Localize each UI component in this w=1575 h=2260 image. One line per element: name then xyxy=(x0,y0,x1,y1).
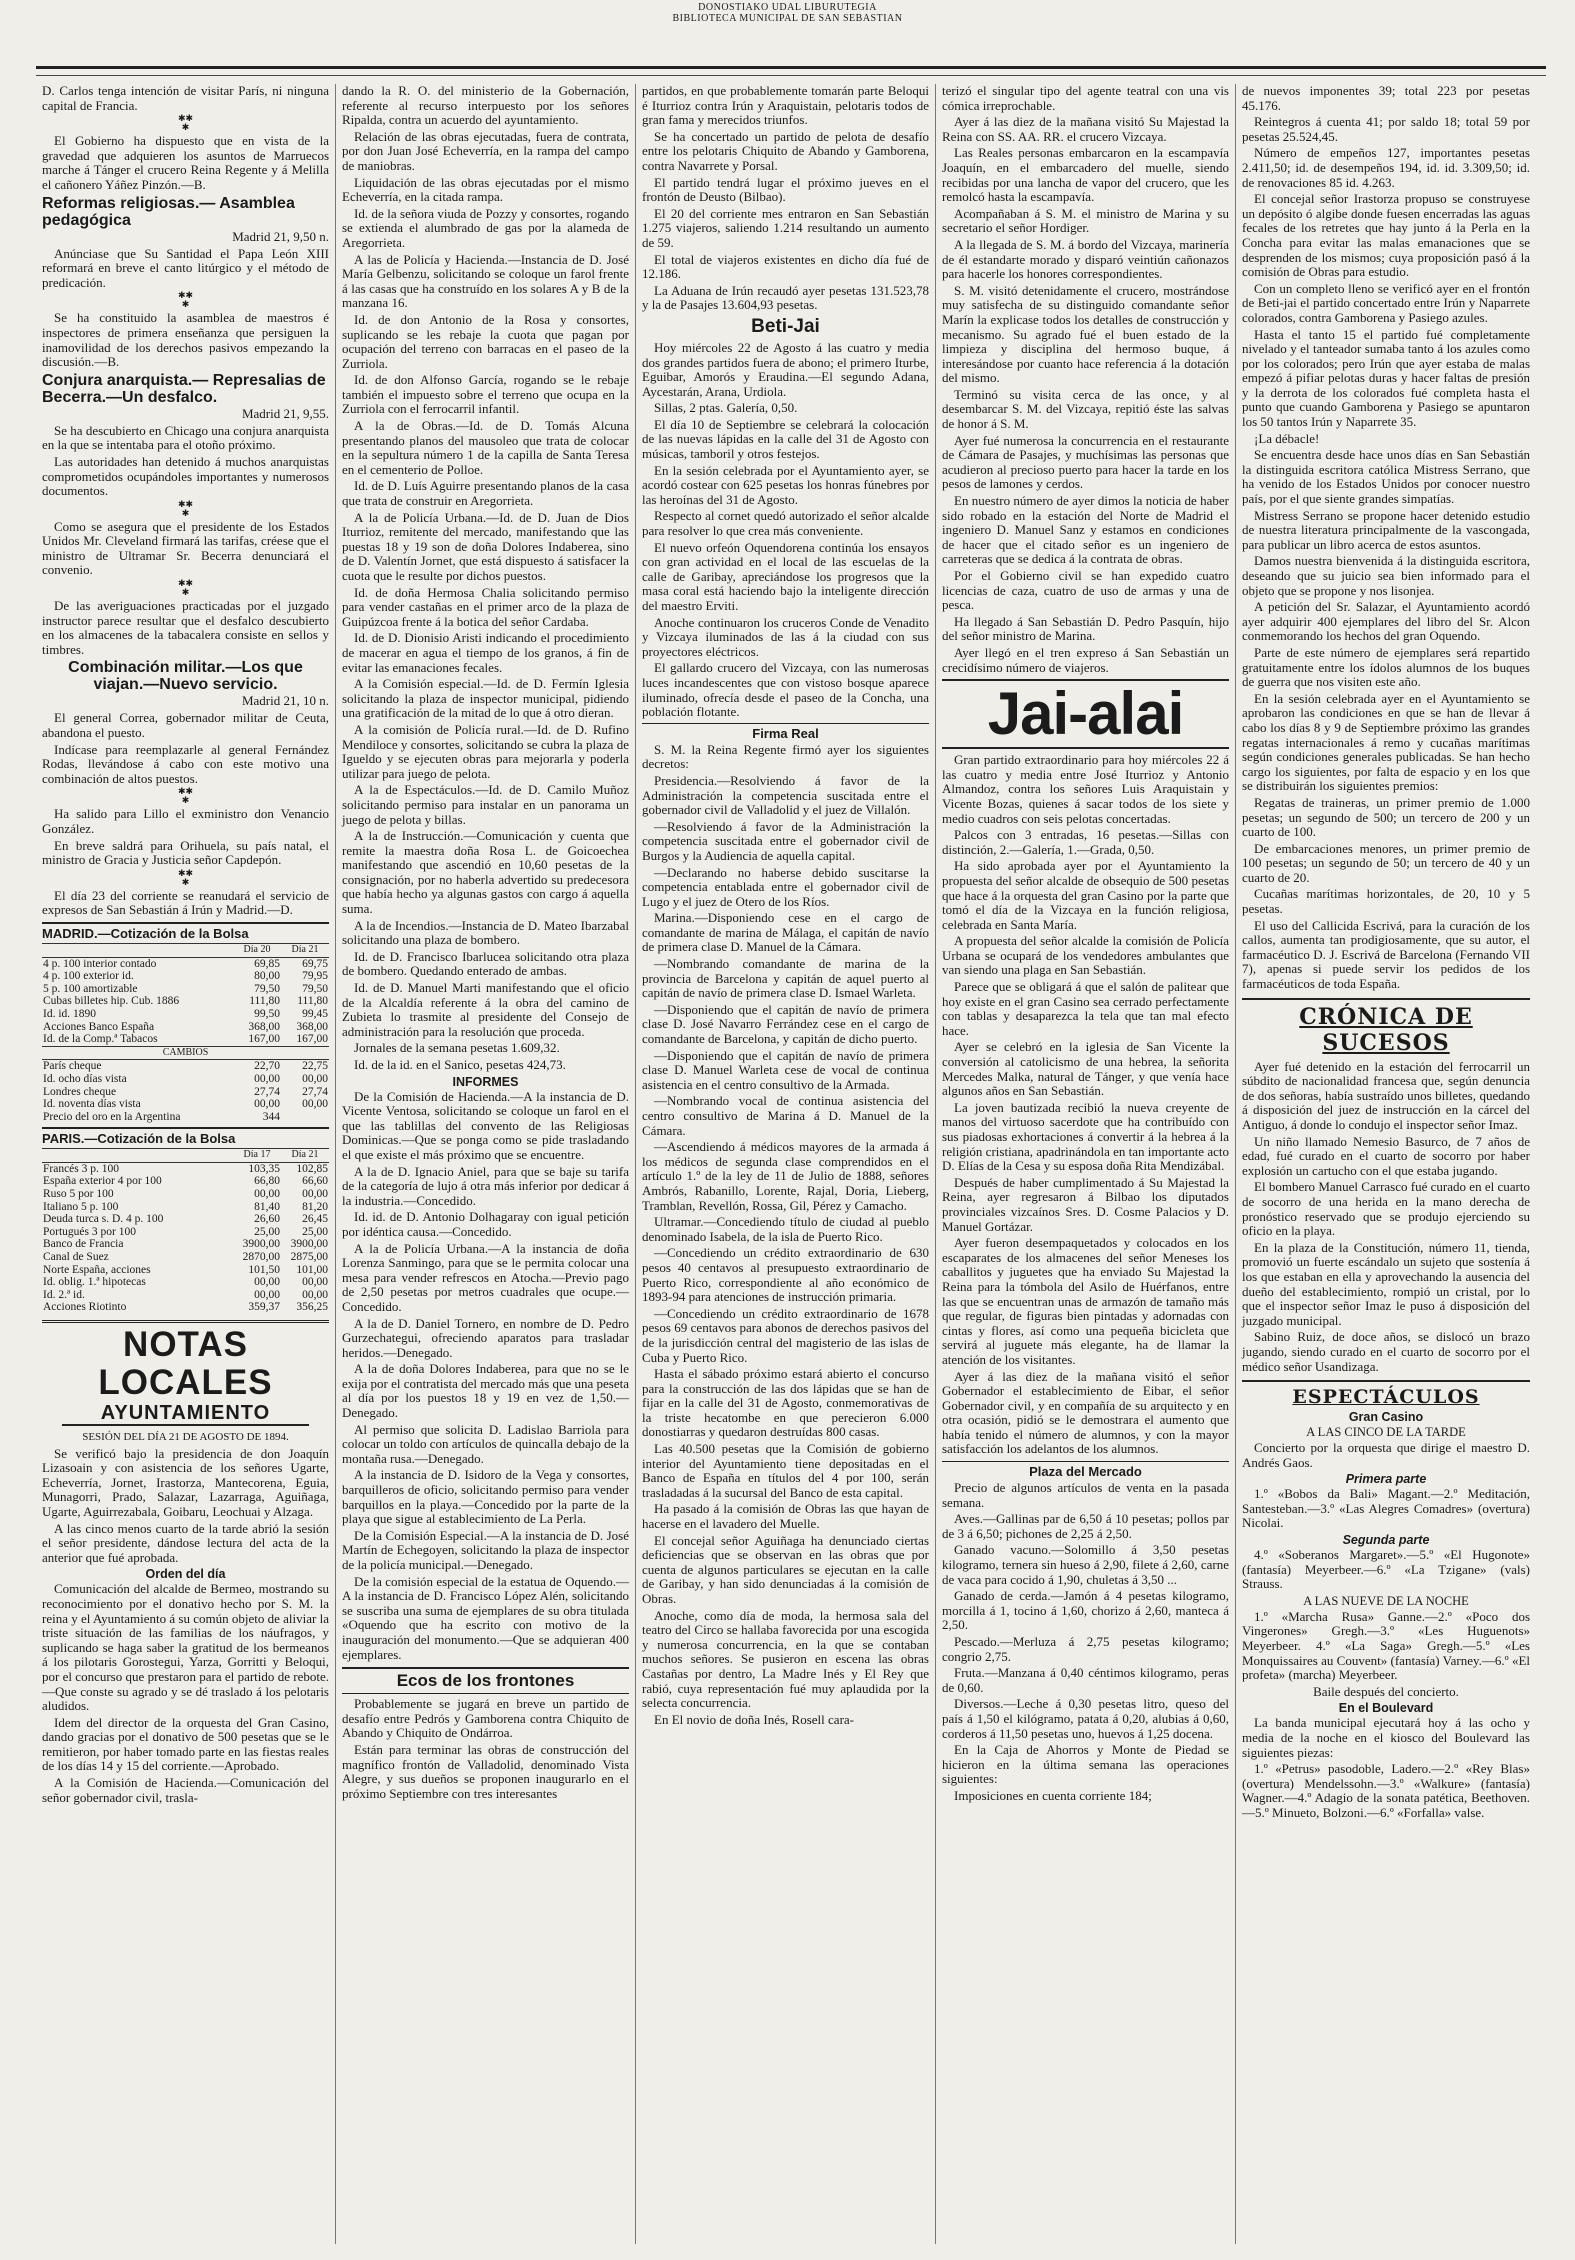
top-rule xyxy=(36,66,1546,76)
article-text: Las Reales personas embarcaron en la escampavía Joaquín, en el embarcadero del muelle, siendo recibidas por una lancha de vapor del crucero, que les remolcó hasta la escampavía. xyxy=(942,145,1229,205)
article-text: Sabino Ruiz, de doce años, se dislocó un brazo jugando, siendo curado en el cuarto de socorro por el médico señor Usandizaga. xyxy=(1242,1329,1530,1374)
article-text: Número de empeños 127, importantes pesetas 2.411,50; id. de desempeños 194, id. id. 3.309,50; id. de renovaciones 85 id. 4.263. xyxy=(1242,145,1530,190)
article-text: Id. de D. Francisco Ibarlucea solicitando otra plaza de bombero. Quedando enterado de ambas. xyxy=(342,948,629,979)
article-text: A la comisión de Policía rural.—Id. de D. Rufino Mendiloce y consortes, solicitando se cubra la plaza de Igueldo y se ejecuten obras para mejorarla y poderla utilizar para juego de pelota. xyxy=(342,721,629,781)
article-text: A la Comisión especial.—Id. de D. Fermín Iglesia solicitando la plaza de inspector municipal, pidiendo una gratificación de la mitad de lo que á otro dieran. xyxy=(342,676,629,721)
article-text: Diversos.—Leche á 0,30 pesetas litro, queso del país á 1,50 el kilógramo, patata á 0,20, alubias á 0,60, corderos á 11,50 pesetas uno, huevos á 1,25 docena. xyxy=(942,1696,1229,1741)
quote-value-cell: 00,00 xyxy=(254,1098,280,1111)
quote-value-cell: 25,00 xyxy=(302,1225,328,1238)
article-text: Id. de don Antonio de la Rosa y consortes, suplicando se les rebaje la cuota que pagan por ocupación del terreno con barracas en el paseo de la Zurriola. xyxy=(342,311,629,371)
table-row xyxy=(42,1238,329,1251)
article-text: El día 23 del corriente se reanudará el servicio de expresos de San Sebastián á Irún y Madrid.—D. xyxy=(42,887,329,918)
article-text: En breve saldrá para Orihuela, su país natal, el ministro de Gracia y Justicia señor Capdepón. xyxy=(42,837,329,868)
article-text: S. M. visitó detenidamente el crucero, mostrándose muy satisfecha de su distinguido comandante señor Marín la explicase todos los detalles de construcción y mecanismo. Su agrado fué el buen estado de la limpieza y disciplina del hermoso buque, á interesándose por cuanto hace referencia á la dotación del mismo. xyxy=(942,282,1229,386)
article-text: —Concediendo un crédito extraordinario de 630 pesos 40 centavos al presupuesto extraordinario de Puerto Rico, correspondiente al año económico de 1893-94 para atenciones de instrucción primaria. xyxy=(642,1245,929,1305)
quote-label-cell: España exterior 4 por 100 xyxy=(43,1175,162,1188)
quote-value-cell: 79,50 xyxy=(302,982,328,995)
article-text: Como se asegura que el presidente de los Estados Unidos Mr. Cleveland firmará las tarifas, créese que el ministro de Ultramar Sr. Becerra denunciará el convenio. xyxy=(42,518,329,578)
article-text: El total de viajeros existentes en dicho día fué de 12.186. xyxy=(642,251,929,282)
boulevard-heading: En el Boulevard xyxy=(1338,1701,1434,1716)
article-text: La banda municipal ejecutará hoy á las ocho y media de la noche en el kiosco del Boulevard las siguientes piezas: xyxy=(1242,1715,1530,1760)
column-1 xyxy=(36,84,336,2244)
table-row xyxy=(42,1162,329,1175)
article-text: —Concediendo un crédito extraordinario de 1678 pesos 69 centavos para abonos de derechos pasivos del de la jurisdicción central del magisterio de las islas de Cuba y Puerto Rico. xyxy=(642,1305,929,1365)
quote-label-cell: Francés 3 p. 100 xyxy=(43,1162,120,1175)
article-text: El concejal señor Irastorza propuso se construyese un depósito ó algibe donde fuesen encerradas las aguas fecales de los retretes que hay junto á la Perla en la Concha para evitar las malas emanaciones que se desprenden de los mismos; cuya proposición pasó á la comisión de Obras para estudio. xyxy=(1242,191,1530,280)
article-text: A la Comisión de Hacienda.—Comunicación del señor gobernador civil, trasla- xyxy=(42,1775,329,1805)
madrid-cambios-rows xyxy=(42,1060,329,1123)
article-text: La Aduana de Irún recaudó ayer pesetas 131.523,78 y la de Pasajes 13.604,93 pesetas. xyxy=(642,282,929,313)
table-row xyxy=(42,1033,329,1046)
table-row xyxy=(42,957,329,970)
article-text: Marina.—Disponiendo cese en el cargo de comandante de marina de Málaga, el capitán de navío de primera clase D. Manuel de la Cámara. xyxy=(642,910,929,955)
article-text: Concierto por la orquesta que dirige el maestro D. Andrés Gaos. xyxy=(1242,1440,1530,1470)
article-text: A las cinco menos cuarto de la tarde abrió la sesión el señor presidente, dándose lectura del acta de la anterior que fué aprobada. xyxy=(42,1520,329,1565)
madrid-bolsa-table xyxy=(42,943,329,1123)
table-row xyxy=(42,1098,329,1111)
article-text: Al permiso que solicita D. Ladislao Barriola para colocar un toldo con artículos de quincalla debajo de la montaña rusa.—Denegado. xyxy=(342,1421,629,1466)
article-text: Hasta el sábado próximo estará abierto el concurso para la construcción de las dos lápidas que se han de fijar en la calle del 31 de Agosto, conmemorativas de la triste hecatombe en que perecieron 6.000 donostiarras y quedaron destruídas 800 casas. xyxy=(642,1366,929,1440)
telegram-dateline: Madrid 21, 9,55. xyxy=(241,405,329,421)
quote-value-cell: 111,80 xyxy=(249,995,280,1008)
cambios-label: CAMBIOS xyxy=(42,1046,329,1060)
article-text: Se ha descubierto en Chicago una conjura anarquista en la que se intentaba para el otoño próximo. xyxy=(42,422,329,453)
quote-label-cell: París cheque xyxy=(43,1060,102,1073)
article-text: Baile después del concierto. xyxy=(1313,1683,1459,1699)
quote-value-cell: 3900,00 xyxy=(242,1238,280,1251)
article-text: Indícase para reemplazarle al general Fernández Rodas, llevándose á cabo con este motivo una combinación de altos puestos. xyxy=(42,741,329,786)
article-text: Reintegros á cuenta 41; por saldo 18; total 59 por pesetas 25.524,45. xyxy=(1242,114,1530,144)
article-text: —Disponiendo que el capitán de navío de primera clase D. José Navarro Ferrández cese en el cargo de comandante de Barcelona, y capitán de dicho puerto. xyxy=(642,1001,929,1047)
ayuntamiento-heading: AYUNTAMIENTO xyxy=(62,1402,309,1426)
quote-label-cell: Canal de Suez xyxy=(43,1251,109,1264)
article-text: Comunicación del alcalde de Bermeo, mostrando su reconocimiento por el donativo hecho por S. M. la reina y el Ayuntamiento á su común objeto de aliviar la triste situación de las familias de los náufragos, y suplicando se haga saber la gratitud de los bermeanos á los pilotaris Gorostegui, Yarza, Gorritti y Beloqui, por el concurso que prestaron para el partido de rebote.—Que conste su agrado y se dé traslado á los pelotaris aludidos. xyxy=(42,1581,329,1714)
quote-label-cell: Id. de la Comp.ª Tabacos xyxy=(43,1033,158,1046)
article-text: —Resolviendo á favor de la Administración la competencia suscitada entre el gobernador civil de Burgos y la Audiencia de aquella capital. xyxy=(642,818,929,863)
separator-stars: ✱✱ ✱ xyxy=(177,114,194,134)
article-text: Ganado vacuno.—Solomillo á 3,50 pesetas kilogramo, ternera sin hueso á 2,90, filete á 2,60, carne de vaca para cocido á 1,90, chuletas á 3,50 ... xyxy=(942,1542,1229,1587)
archive-header xyxy=(0,0,1575,38)
article-text: Imposiciones en cuenta corriente 184; xyxy=(954,1787,1152,1803)
quote-label-cell: Id. 2.ª id. xyxy=(43,1288,85,1301)
quote-value-cell: 79,50 xyxy=(254,982,280,995)
table-row xyxy=(42,1264,329,1277)
table-row xyxy=(42,1276,329,1289)
quote-value-cell: 368,00 xyxy=(296,1020,328,1033)
article-text: Id. de la id. en el Sanico, pesetas 424,73. xyxy=(354,1057,566,1072)
quote-value-cell: 69,75 xyxy=(302,957,328,970)
article-text: partidos, en que probablemente tomarán parte Beloqui é Iturrioz contra Irún y Araquistain, pelotaris todos de gran fama y merecidos triunfos. xyxy=(642,84,929,128)
session-line: SESIÓN DEL DÍA 21 DE AGOSTO DE 1894. xyxy=(82,1431,289,1443)
quote-label-cell: Banco de Francia xyxy=(43,1238,124,1251)
article-text: Ayer se celebró en la iglesia de San Vicente la conversión al catolicismo de una hebrea, la señorita Mercedes Malka, natural de Tánger, y que venía hace algunos años en San Sebastián. xyxy=(942,1039,1229,1099)
article-text: Hasta el tanto 15 el partido fué completamente nivelado y el tanteador sumaba tanto á los azules como por los colorados; pero Irún que ayer estaba de malas empezó á pifiar pelotas duras y hacer faltas de presión y la derrota de los colorados fué completa hasta el punto que cuando Gamborena y Pasiego se apuntaron los 50 tantos Irún y Naparrete 35. xyxy=(1242,326,1530,430)
beti-jai-heading: Beti-Jai xyxy=(751,315,820,337)
article-text: A las de Policía y Hacienda.—Instancia de D. José María Gelbenzu, solicitando se coloque un farol frente á las casas que ha construído en los solares A y B de la manzana 16. xyxy=(342,251,629,311)
article-text: —Nombrando comandante de marina de la provincia de Barcelona y capitán de aquel puerto al capitán de navío de primera clase D. Ismael Warleta. xyxy=(642,956,929,1001)
article-text: Ayer fué numerosa la concurrencia en el restaurante de Cámara de Pasajes, y muchísimas las personas que acudieron al precioso puerto para hacer la tarde en los pesos de lamones y cerdos. xyxy=(942,432,1229,492)
telegram-headline: Reformas religiosas.— Asamblea pedagógica xyxy=(42,194,295,229)
madrid-rows xyxy=(42,957,329,1046)
informes-heading: INFORMES xyxy=(452,1074,519,1089)
article-text: Terminó su visita cerca de las once, y al desembarcar S. M. del Vizcaya, repitió éste las salvas de honor á S. M. xyxy=(942,386,1229,432)
table-row xyxy=(42,1111,329,1124)
article-text: De la Comisión Especial.—A la instancia de D. José Martín de Echegoyen, solicitando la plaza de inspector de la policía municipal.—Denegado. xyxy=(342,1527,629,1572)
quote-value-cell: 99,45 xyxy=(302,1007,328,1020)
article-text: Después de haber cumplimentado á Su Majestad la Reina, ayer regresaron á Bilbao los diputados provinciales vizcaínos Sres. D. Cosme Palacios y D. Manuel Gortázar. xyxy=(942,1174,1229,1234)
table-row xyxy=(42,1060,329,1073)
quote-label-cell: 4 p. 100 interior contado xyxy=(43,957,157,970)
article-text: Presidencia.—Resolviendo á favor de la Administración la competencia suscitada entre el gobernador civil de Valladolid y el juez de Villalón. xyxy=(642,772,929,818)
paris-rows xyxy=(42,1162,329,1314)
quote-value-cell: 359,37 xyxy=(248,1301,280,1314)
article-text: Ha pasado á la comisión de Obras las que hayan de hacerse en el lavadero del Muelle. xyxy=(642,1501,929,1532)
article-text: Palcos con 3 entradas, 16 pesetas.—Sillas con distinción, 2.—Galería, 1.—Grada, 0,50. xyxy=(942,827,1229,857)
program-part: Segunda parte xyxy=(1342,1533,1430,1548)
archive-header-line1: DONOSTIAKO UDAL LIBURUTEGIA xyxy=(698,2,877,13)
archive-header-line2: BIBLIOTECA MUNICIPAL DE SAN SEBASTIAN xyxy=(672,13,903,24)
quote-label-cell: Id. oblig. 1.ª hipotecas xyxy=(43,1276,146,1289)
column-5 xyxy=(1236,84,1536,2244)
article-text: Probablemente se jugará en breve un partido de desafío entre Pedrós y Gamborena contra Chiquito de Abando y Chiquito de Ondárroa. xyxy=(342,1696,629,1741)
column-header: Día 21 xyxy=(281,1149,329,1163)
article-text: De las averiguaciones practicadas por el juzgado instructor parece resultar que el desfalco descubierto en los almacenes de la tabacalera consiste en sellos y timbres. xyxy=(42,598,329,657)
article-text: En nuestro número de ayer dimos la noticia de haber sido robado en la estación del Norte de Madrid el ingeniero D. Manuel Sanz y estamos en condiciones de hacer que el citado señor es un ingeniero de carreteras que se dedica á la contrata de obras. xyxy=(942,493,1229,567)
quote-value-cell: 66,60 xyxy=(302,1175,328,1188)
table-row xyxy=(42,1201,329,1214)
quote-value-cell: 26,60 xyxy=(254,1213,280,1226)
telegram-headline: Conjura anarquista.— Represalias de Becerra.—Un desfalco. xyxy=(42,371,326,406)
quote-value-cell: 80,00 xyxy=(254,970,280,983)
quote-value-cell xyxy=(281,1111,329,1124)
article-text: A la de Policía Urbana.—A la instancia de doña Lorenza Sanmingo, para que se le permita colocar una mesa para vender refrescos en Atocha.—Previo pago de 2,50 pesetas por metros cuadrales que ocupe.—Concedido. xyxy=(342,1240,629,1314)
casino-time: A LAS CINCO DE LA TARDE xyxy=(1306,1425,1466,1440)
quote-label-cell: Precio del oro en la Argentina xyxy=(43,1110,181,1123)
table-row xyxy=(42,1301,329,1314)
quote-value-cell: 00,00 xyxy=(254,1188,280,1201)
article-text: Jornales de la semana pesetas 1.609,32. xyxy=(354,1040,560,1056)
quote-value-cell: 00,00 xyxy=(302,1188,328,1201)
quote-label-cell: Londres cheque xyxy=(43,1085,117,1098)
article-text: Acompañaban á S. M. el ministro de Marina y su secretario el señor Hordiger. xyxy=(942,205,1229,236)
article-text: Damos nuestra bienvenida á la distinguida escritora, deseando que su juicio sea bien informado para el objeto que se propone y nos lisonjea. xyxy=(1242,553,1530,598)
article-text: Parece que se obligará á que el salón de palitear que hoy existe en el gran Casino sea cerrado perfectamente con tablas y desaparezca la tela que tan mal efecto hace. xyxy=(942,979,1229,1038)
quote-label-cell: Cubas billetes hip. Cub. 1886 xyxy=(43,995,180,1008)
quote-value-cell: 25,00 xyxy=(254,1225,280,1238)
article-text: —Declarando no haberse debido suscitarse la competencia entablada entre el gobernador civil de Lugo y el juez de Otero de los Ríos. xyxy=(642,864,929,909)
madrid-bolsa-title: MADRID.—Cotización de la Bolsa xyxy=(42,922,329,941)
article-text: El gallardo crucero del Vizcaya, con las numerosas luces incandescentes que con vistoso bosque aparece iluminado, ofrecía desde el paseo de la Concha, una población flotante. xyxy=(642,660,929,720)
article-text: 1.º «Bobos da Bali» Magant.—2.º Meditación, Santesteban.—3.º «Las Alegres Comadres» (overtura) Nicolai. xyxy=(1242,1486,1530,1531)
article-text: El día 10 de Septiembre se celebrará la colocación de las nuevas lápidas en la calle del 31 de Agosto con músicas, tamboril y otros festejos. xyxy=(642,416,929,462)
separator-stars: ✱✱ ✱ xyxy=(177,787,194,807)
quote-value-cell: 3900,00 xyxy=(290,1238,328,1251)
article-text: Ha sido aprobada ayer por el Ayuntamiento la propuesta del señor alcalde de obsequio de 500 pesetas que hace á la orquesta del gran Casino por la parte que tomó el día de la Vizcaya en la función religiosa, celebrada en Santa María. xyxy=(942,858,1229,932)
quote-label-cell: Portugués 3 por 100 xyxy=(43,1225,136,1238)
quote-value-cell: 66,80 xyxy=(254,1175,280,1188)
notas-locales-heading: NOTAS LOCALES xyxy=(42,1320,329,1402)
article-text: Las 40.500 pesetas que la Comisión de gobierno interior del Ayuntamiento tiene depositadas en el Banco de España en títulos del 4 por 100, serán trasladadas á la sucursal del Banco de esta capital. xyxy=(642,1441,929,1500)
quote-value-cell: 00,00 xyxy=(302,1288,328,1301)
quote-value-cell: 344 xyxy=(262,1110,280,1123)
quote-value-cell: 99,50 xyxy=(254,1007,280,1020)
article-text: Hoy miércoles 22 de Agosto á las cuatro y media dos grandes partidos fuera de abono; el primero Iturbe, Eguibar, Amorós y Eraudina.—El segundo Adana, Aycestarán, Arana, Urdiola. xyxy=(642,339,929,399)
quote-label-cell: Norte España, acciones xyxy=(43,1263,151,1276)
article-text: El general Correa, gobernador militar de Ceuta, abandona el puesto. xyxy=(42,710,329,741)
quote-label-cell: Id. ocho días vista xyxy=(43,1072,127,1085)
quote-label-cell: Italiano 5 p. 100 xyxy=(43,1200,119,1213)
article-text: Por el Gobierno civil se han expedido cuatro licencias de caza, cuatro de uso de armas y una de pesca. xyxy=(942,568,1229,613)
article-text: A la de D. Ignacio Aniel, para que se baje su tarifa de la categoría de lujo á otra más inferior por dedicar á la industria.—Concedido. xyxy=(342,1163,629,1208)
quote-value-cell: 111,80 xyxy=(297,995,328,1008)
article-text: Fruta.—Manzana á 0,40 céntimos kilogramo, peras de 0,60. xyxy=(942,1665,1229,1695)
article-text: El concejal señor Aguiñaga ha denunciado ciertas deficiencias que se observan en las obras que por cuenta de algunos particulares se ejecutan en la calle de Garibay, y han sido denunciadas á la comisión de Obras. xyxy=(642,1532,929,1606)
quote-value-cell: 00,00 xyxy=(254,1072,280,1085)
quote-value-cell: 81,20 xyxy=(302,1200,328,1213)
quote-value-cell: 00,00 xyxy=(302,1072,328,1085)
table-row xyxy=(42,970,329,983)
table-row xyxy=(42,1175,329,1188)
article-text: A la de doña Dolores Indaberea, para que no se le exija por el contratista del mercado más que una peseta al día por los puestos 18 y 19 en vez de 1,50.—Denegado. xyxy=(342,1361,629,1421)
article-text: Id. de doña Hermosa Chalia solicitando permiso para vender castañas en el primer arco de la plaza de Guipúzcoa frente á la botica del señor Cardaba. xyxy=(342,584,629,629)
article-text: A la de Policía Urbana.—Id. de D. Juan de Dios Iturrioz, remitente del mercado, manifestando que las puestas 18 y 19 son de doña Dolores Indaberea, sino de D. Valentín Jornet, que está dispuesto á satisfacer la cuota que le resulte por dichos puestos. xyxy=(342,509,629,583)
table-row xyxy=(42,995,329,1008)
quote-value-cell: 69,85 xyxy=(254,957,280,970)
column-header: Día 17 xyxy=(233,1149,281,1163)
separator-stars: ✱✱ ✱ xyxy=(177,291,194,311)
espectaculos-heading: ESPECTÁCULOS xyxy=(1242,1380,1530,1408)
article-text: En El novio de doña Inés, Rosell cara- xyxy=(654,1711,854,1727)
separator-stars: ✱✱ ✱ xyxy=(177,579,194,599)
article-text: Id. de D. Dionisio Aristi indicando el procedimiento de macerar en agua el tiempo de los granos, á fin de evitar las emanaciones fecales. xyxy=(342,630,629,675)
telegram-dateline: Madrid 21, 9,50 n. xyxy=(232,228,329,244)
quote-value-cell: 26,45 xyxy=(302,1213,328,1226)
quote-label-cell: Id. id. 1890 xyxy=(43,1007,97,1020)
article-text: El partido tendrá lugar el próximo jueves en el frontón de Deusto (Bilbao). xyxy=(642,174,929,205)
article-text: Se verificó bajo la presidencia de don Joaquín Lizasoain y con asistencia de los señores Ugarte, Echeverría, Jornet, Irastorza, Mantecorena, Eguia, Munagorri, Prado, Salazar, Lazarraga, Aguiñaga, Ugarte, Aguirrezabala, Goibaru, Leochuai y Alzaga. xyxy=(42,1445,329,1519)
article-text: Anoche, como día de moda, la hermosa sala del teatro del Circo se hallaba favorecida por una escogida y numerosa concurrencia, en la que se contaban muchos señores. Se pusieron en escena las obras Castañas por dentro, La Madre Inés y El Rey que rabió, cuya representación fué muy aplaudida por la selecta concurrencia. xyxy=(642,1607,929,1711)
article-text: Id. id. de D. Antonio Dolhagaray con igual petición por idéntica causa.—Concedido. xyxy=(342,1209,629,1239)
table-row xyxy=(42,983,329,996)
table-row xyxy=(42,1226,329,1239)
article-text: En la Caja de Ahorros y Monte de Piedad se hicieron en la última semana las operaciones siguientes: xyxy=(942,1742,1229,1787)
telegram-headline: Combinación militar.—Los que viajan.—Nuevo servicio. xyxy=(68,659,303,694)
article-text: De embarcaciones menores, un primer premio de 100 pesetas; un segundo de 50; un tercero de 40 y un cuarto de 20. xyxy=(1242,840,1530,885)
table-row xyxy=(42,1008,329,1021)
quote-value-cell: 22,75 xyxy=(302,1060,328,1073)
article-text: Anúnciase que Su Santidad el Papa León XIII reformará en breve el canto litúrgico y el método de predicación. xyxy=(42,245,329,290)
article-text: El uso del Callicida Escrivá, para la curación de los callos, aumenta tan prodigiosamente, que su autor, el farmacéutico D. J. Escrivá de Barcelona (Fernando VII 7), apenas si puede servir los pedidos de los farmacéuticos de toda España. xyxy=(1242,917,1530,992)
article-text: terizó el singular tipo del agente teatral con una vis cómica irreprochable. xyxy=(942,84,1229,113)
paris-bolsa-title: PARIS.—Cotización de la Bolsa xyxy=(42,1127,329,1146)
article-text: Pescado.—Merluza á 2,75 pesetas kilogramo; congrio 2,75. xyxy=(942,1634,1229,1664)
article-text: Ganado de cerda.—Jamón á 4 pesetas kilogramo, morcilla á 1, tocino á 1,60, chorizo á 2,60, manteca á 2,50. xyxy=(942,1588,1229,1633)
article-text: de nuevos imponentes 39; total 223 por pesetas 45.176. xyxy=(1242,84,1530,113)
article-text: 1.º «Marcha Rusa» Ganne.—2.º «Poco dos Vingerones» Gregh.—3.º «Les Huguenots» Meyerbeer. 4.º «La Saga» Gregh.—5.º «Les Monquissaires au Couvent» (fantasía) Varney.—6.º «El profeta» (marcha) Meyerbeer. xyxy=(1242,1608,1530,1683)
article-text: Ayer fueron desempaquetados y colocados en los escaparates de los almacenes del señor Meneses los caballitos y juguetes que ha enviado Su Majestad la Reina para la tómbola del Asilo de Huérfanos, entre las que se encuentran unas de armazón de tamaño más que regular, de figuras bien pintadas y adornadas con cintas y flores, así como una pequeña bicicleta que servirá al juguete más elegante, ha de llamar la atención de los visitantes. xyxy=(942,1235,1229,1367)
article-text: En la sesión celebrada por el Ayuntamiento ayer, se acordó costear con 625 pesetas los honras fúnebres por las heroínas del 31 de Agosto. xyxy=(642,462,929,507)
gran-casino-heading: Gran Casino xyxy=(1348,1410,1424,1425)
article-text: Parte de este número de ejemplares será repartido gratuitamente entre los ídolos alumnos de los buques de guerra que nos visiten este año. xyxy=(1242,644,1530,690)
quote-value-cell: 368,00 xyxy=(248,1020,280,1033)
article-text: Un niño llamado Nemesio Basurco, de 7 años de edad, fué curado en el cuarto de socorro por haber explosión un cartucho con el que estaba jugando. xyxy=(1242,1133,1530,1178)
columns xyxy=(36,84,1546,2244)
article-text: Anoche continuaron los cruceros Conde de Venadito y Vizcaya iluminados de las á la ciudad con sus proyectores eléctricos. xyxy=(642,614,929,659)
article-text: A la llegada de S. M. á bordo del Vizcaya, marinería de él estandarte morado y disparó veintiún cañonazos para hacerle los honores correspondientes. xyxy=(942,236,1229,282)
article-text: Respecto al cornet quedó autorizado el señor alcalde para resolver lo que crea más conveniente. xyxy=(642,508,929,539)
article-text: 1.º «Petrus» pasodoble, Ladero.—2.º «Rey Blas» (overtura) Mendelssohn.—3.º «Walkure» (fantasía) Wagner.—4.º Adagio de la sonata patética, Beethoven.—5.º Minueto, Bolzoni.—6.º «Forfalla» valse. xyxy=(1242,1761,1530,1820)
article-text: El nuevo orfeón Oquendorena continúa los ensayos con gran actividad en el local de las escuelas de la calle de Garibay, apreciándose los progresos que la masa coral está haciendo bajo la inteligente dirección del maestro Erviti. xyxy=(642,539,929,613)
article-text: La joven bautizada recibió la nueva creyente de manos del virtuoso sacerdote que ha contribuído con sus piadosas exhortaciones á convertir á la hebrea á la religión cristiana, apadrinándola en tan importante acto D. Elías de la Cesa y su esposa doña Rita Mendizábal. xyxy=(942,1099,1229,1174)
quote-value-cell: 101,50 xyxy=(248,1263,280,1276)
article-text: Ultramar.—Concediendo título de ciudad al pueblo denominado Isabela, de la isla de Puerto Rico. xyxy=(642,1214,929,1244)
column-header: Día 21 xyxy=(281,943,329,957)
article-text: Con un completo lleno se verificó ayer en el frontón de Beti-jai el partido concertado entre Irún y Naparrete colorados, contra Gamborena y Pasiego azules. xyxy=(1242,280,1530,325)
table-header-row xyxy=(42,943,329,957)
quote-label-cell: Acciones Riotinto xyxy=(43,1301,127,1314)
article-text: El 20 del corriente mes entraron en San Sebastián 1.275 viajeros, saliendo 1.214 resultando un aumento de 59. xyxy=(642,205,929,250)
quote-label-cell: Acciones Banco España xyxy=(43,1020,155,1033)
quote-value-cell: 27,74 xyxy=(302,1085,328,1098)
article-text: Ayer á las diez de la mañana visitó el señor Gobernador el establecimiento de Eibar, el señor Gobernador civil, y en compañía de su arquitecto y en otra ocasión, pidió se le demostrara el aumento que había tenido el número de alumnos, y con la mayor satisfacción los adelantos de los alumnos. xyxy=(942,1368,1229,1457)
firma-real-heading: Firma Real xyxy=(642,723,929,741)
cronica-sucesos-heading: CRÓNICA DE SUCESOS xyxy=(1242,998,1530,1056)
article-text: Ayer á las diez de la mañana visitó Su Majestad la Reina con SS. AA. RR. el crucero Vizcaya. xyxy=(942,114,1229,144)
quote-value-cell: 103,35 xyxy=(248,1162,280,1175)
article-text: A la de Incendios.—Instancia de D. Mateo Ibarzabal solicitando una plaza de bombero. xyxy=(342,917,629,948)
table-row xyxy=(42,1251,329,1264)
article-text: Se ha concertado un partido de pelota de desafío entre los pelotaris Chiquito de Abando y Gamborena, contra Navarrete y Porsal. xyxy=(642,128,929,173)
article-text: Relación de las obras ejecutadas, fuera de contrata, por don Juan José Echeverría, en la rampa del campo de maniobras. xyxy=(342,128,629,173)
article-text: Liquidación de las obras ejecutadas por el mismo Echeverría, en la citada rampa. xyxy=(342,174,629,205)
article-text: En la plaza de la Constitución, número 11, tienda, promovió un fuerte escándalo un sujeto que sostenía á los que estaban en ella y aprovechando la ausencia del dueño del establecimiento, rompió un cristal, por lo que el inspector señor Imaz le puso á disposición del juzgado municipal. xyxy=(1242,1239,1530,1328)
table-row xyxy=(42,1213,329,1226)
article-text: Están para terminar las obras de construcción del magnífico frontón de Valladolid, denominado Vista Alegre, y sus dueños se proponen inaugurarlo en el próximo Septiembre con tres interesantes xyxy=(342,1741,629,1801)
article-text: Ayer fué detenido en la estación del ferrocarril un súbdito de nacionalidad francesa que, según denuncia de dos señoras, había sustraído unos billetes, quedando á disposición del juez de instrucción en la cárcel del Antiguo, á donde lo condujo el inspector señor Imaz. xyxy=(1242,1058,1530,1132)
article-text: ¡La débacle! xyxy=(1254,430,1320,446)
article-text: Regatas de traineras, un primer premio de 1.000 pesetas; un segundo de 500; un tercero de 200 y un cuarto de 100. xyxy=(1242,794,1530,840)
telegram-dateline: Madrid 21, 10 n. xyxy=(241,693,329,709)
article-text: A la de Obras.—Id. de D. Tomás Alcuna presentando planos del mausoleo que trata de colocar en la sepultura número 1 de la capilla de Santa Teresa en el cementerio de Polloe. xyxy=(342,418,629,477)
table-row xyxy=(42,1289,329,1302)
quote-value-cell: 101,00 xyxy=(296,1263,328,1276)
article-text: Las autoridades han detenido á muchos anarquistas comprometidos ocupándoles importantes y numerosos documentos. xyxy=(42,453,329,499)
program-part: Primera parte xyxy=(1345,1472,1427,1487)
article-text: De la Comisión de Hacienda.—A la instancia de D. Vicente Ventosa, solicitando se coloque un farol en el que las tablillas del convento de las Religiosas Dominicas.—Que se ponga como se pide trasladando el que existe el más próximo que se encuentre. xyxy=(342,1088,629,1162)
article-text: Id. de D. Manuel Marti manifestando que el oficio de la Alcaldía referente á la obra del camino de Zubieta lo trasmite al presidente del Consejo de administración para la resolución que proceda. xyxy=(342,980,629,1039)
quote-value-cell: 00,00 xyxy=(302,1098,328,1111)
article-text: A propuesta del señor alcalde la comisión de Policía Urbana se ocupará de los vendedores ambulantes que van siendo una plaga en San Sebastián. xyxy=(942,933,1229,978)
separator-stars: ✱✱ ✱ xyxy=(177,499,194,519)
article-text: A la de D. Daniel Tornero, en nombre de D. Pedro Gurzechategui, ofreciendo aparatos para trasladar heridos.—Denegado. xyxy=(342,1315,629,1360)
article-text: Se encuentra desde hace unos días en San Sebastián la distinguida escritora católica Mistress Serrano, que ha venido de los Estados Unidos por conocer nuestro país, por el que siente grandes simpatías. xyxy=(1242,447,1530,507)
plaza-mercado-heading: Plaza del Mercado xyxy=(942,1461,1229,1479)
article-text: Gran partido extraordinario para hoy miércoles 22 á las cuatro y media entre José Iturrioz y Antonio Almandoz, contra los señores Luis Araquistain y Vicente Bozas, quienes á sacar todos de los siete y medio cuadros con seis pelotas concertadas. xyxy=(942,752,1229,826)
quote-value-cell: 2875,00 xyxy=(290,1251,328,1264)
column-4 xyxy=(936,84,1236,2244)
quote-label-cell: 4 p. 100 exterior id. xyxy=(43,970,134,983)
quote-value-cell: 81,40 xyxy=(254,1200,280,1213)
quote-value-cell: 356,25 xyxy=(296,1301,328,1314)
article-text: Id. de D. Luís Aguirre presentando planos de la casa que trata de construir en Aregorrieta. xyxy=(342,478,629,509)
quote-value-cell: 102,85 xyxy=(296,1162,328,1175)
article-text: A la instancia de D. Isidoro de la Vega y consortes, barquilleros de oficio, solicitando permiso para vender barquillos en la playa.—Concedido por la parte de la playa que sigue al establecimiento de La Perla. xyxy=(342,1467,629,1527)
quote-value-cell: 00,00 xyxy=(254,1288,280,1301)
quote-label-cell: Id. noventa días vista xyxy=(43,1098,141,1111)
article-text: Id. de la señora viuda de Pozzy y consortes, rogando se extienda el alumbrado de gas por la alameda de Aregorrieta. xyxy=(342,205,629,250)
article-text: A la de Espectáculos.—Id. de D. Camilo Muñoz solicitando permiso para instalar en un panorama un juego de pelota y billas. xyxy=(342,782,629,827)
article-text: El Gobierno ha dispuesto que en vista de la gravedad que adquieren los asuntos de Marruecos marche á Tánger el crucero Reina Regente y á Melilla el cañonero Yáñez Pinzón.—B. xyxy=(42,133,329,192)
article-text: Idem del director de la orquesta del Gran Casino, dando gracias por el donativo de 500 pesetas que se le remitieron, por haber tomado parte en las fiestas reales de los días 14 y 15 del corriente.—Aprobado. xyxy=(42,1714,329,1774)
table-row xyxy=(42,1073,329,1086)
article-text: —Ascendiendo á médicos mayores de la armada á los médicos de segunda clase comprendidos en el artículo 1.º de la ley de 11 de Julio de 1888, señores Ambrós, Rabanillo, Lorente, Rajal, Doria, Lieberg, Tramblan, Revellón, Rossa, Gil, Pérez y Camacho. xyxy=(642,1139,929,1213)
article-text: Aves.—Gallinas par de 6,50 á 10 pesetas; pollos par de 3 á 6,50; pichones de 2,25 á 2,50. xyxy=(942,1511,1229,1541)
article-text: De la comisión especial de la estatua de Oquendo.—A la instancia de D. Francisco López Alén, solicitando se suscriba una suma de ejemplares de su obra titulada «Oquendo que ha escrito con motivo de la inauguración del monumento.—Que se adquieran 400 ejemplares. xyxy=(342,1573,629,1662)
column-2 xyxy=(336,84,636,2244)
column-header: Día 20 xyxy=(233,943,281,957)
table-row xyxy=(42,1086,329,1099)
quote-value-cell: 167,00 xyxy=(248,1033,280,1046)
article-text: Ayer llegó en el tren expreso á San Sebastián un crecidísimo número de viajeros. xyxy=(942,644,1229,675)
separator-stars: ✱✱ ✱ xyxy=(177,868,194,888)
quote-value-cell: 2870,00 xyxy=(242,1251,280,1264)
article-text: A petición del Sr. Salazar, el Ayuntamiento acordó ayer adquirir 400 ejemplares del libro del Sr. Alcon conmemorando los hechos del gran Oquendo. xyxy=(1242,599,1530,644)
table-header-row xyxy=(42,1149,329,1163)
article-text: Ha llegado á San Sebastián D. Pedro Pasquín, hijo del señor ministro de Marina. xyxy=(942,613,1229,644)
article-text: S. M. la Reina Regente firmó ayer los siguientes decretos: xyxy=(642,741,929,772)
table-row xyxy=(42,1021,329,1034)
table-subheader-row xyxy=(42,1046,329,1060)
article-text: Se ha constituido la asamblea de maestros é inspectores de primera enseñanza que persiguen la inamovilidad de los derechos pasivos empezando la discusión.—B. xyxy=(42,310,329,370)
quote-label-cell: Deuda turca s. D. 4 p. 100 xyxy=(43,1213,164,1226)
quote-value-cell: 27,74 xyxy=(254,1085,280,1098)
quote-value-cell: 167,00 xyxy=(296,1033,328,1046)
article-text: Cucañas marítimas horizontales, de 20, 10 y 5 pesetas. xyxy=(1242,886,1530,917)
jai-alai-heading: Jai-alai xyxy=(942,679,1229,749)
article-text: Precio de algunos artículos de venta en la pasada semana. xyxy=(942,1480,1229,1510)
column-3 xyxy=(636,84,936,2244)
article-text: 4.º «Soberanos Margaret».—5.º «El Hugonote» (fantasía) Meyerbeer.—6.º «La Tzigane» (vals) Strauss. xyxy=(1242,1547,1530,1592)
article-text: En la sesión celebrada ayer en el Ayuntamiento se aprobaron las condiciones en que se han de llevar á cabo los días 8 y 9 de Septiembre próximo las grandes regatas internacionales á remo y cucañas marítimas según condiciones generales publicadas. Se han hecho cargo los siguientes, por falta de espacio y en los que se distribuirán los siguientes premios: xyxy=(1242,690,1530,794)
article-text: Ha salido para Lillo el exministro don Venancio González. xyxy=(42,806,329,836)
table-row xyxy=(42,1188,329,1201)
article-text: Id. de don Alfonso García, rogando se le rebaje también el impuesto sobre el terreno que ocupa en la Zurriola con el ferrocarril infantil. xyxy=(342,372,629,417)
article-text: El bombero Manuel Carrasco fué curado en el cuarto de socorro de una herida en la mano derecha de pronóstico reservado que se produjo ejerciendo su oficio en la playa. xyxy=(1242,1179,1530,1239)
quote-value-cell: 22,70 xyxy=(254,1060,280,1073)
quote-value-cell: 79,95 xyxy=(302,970,328,983)
quote-label-cell: Ruso 5 por 100 xyxy=(43,1188,114,1201)
quote-value-cell: 00,00 xyxy=(302,1276,328,1289)
article-text: —Disponiendo que el capitán de navío de primera clase D. Manuel Warleta cese de vocal de continua asistencia en el centro consultivo de la Armada. xyxy=(642,1047,929,1092)
article-text: —Nombrando vocal de continua asistencia del centro consultivo de Marina á D. Manuel de la Cámara. xyxy=(642,1093,929,1138)
article-text: Mistress Serrano se propone hacer detenido estudio de nuestra literatura principalmente de la vascongada, para publicar un libro acerca de estos asuntos. xyxy=(1242,507,1530,552)
article-text: D. Carlos tenga intención de visitar París, ni ninguna capital de Francia. xyxy=(42,84,329,113)
article-text: A la de Instrucción.—Comunicación y cuenta que remite la maestra doña Rosa L. de Goicoechea manifestando que ascendió en 10,60 pesetas de la consignación, por no haberla advertido su predecesora que había hecho ya algunas gastos con cargo á aquella suma. xyxy=(342,828,629,917)
article-text: dando la R. O. del ministerio de la Gobernación, referente al recurso interpuesto por los señores Ripalda, contra un acuerdo del ayuntamiento. xyxy=(342,84,629,128)
article-text: Sillas, 2 ptas. Galería, 0,50. xyxy=(654,400,798,416)
casino-time: A LAS NUEVE DE LA NOCHE xyxy=(1303,1593,1469,1608)
ecos-frontones-heading: Ecos de los frontones xyxy=(342,1667,629,1694)
quote-value-cell: 00,00 xyxy=(254,1276,280,1289)
orden-del-dia-heading: Orden del día xyxy=(145,1567,226,1582)
quote-label-cell: 5 p. 100 amortizable xyxy=(43,982,138,995)
paris-bolsa-table xyxy=(42,1148,329,1314)
